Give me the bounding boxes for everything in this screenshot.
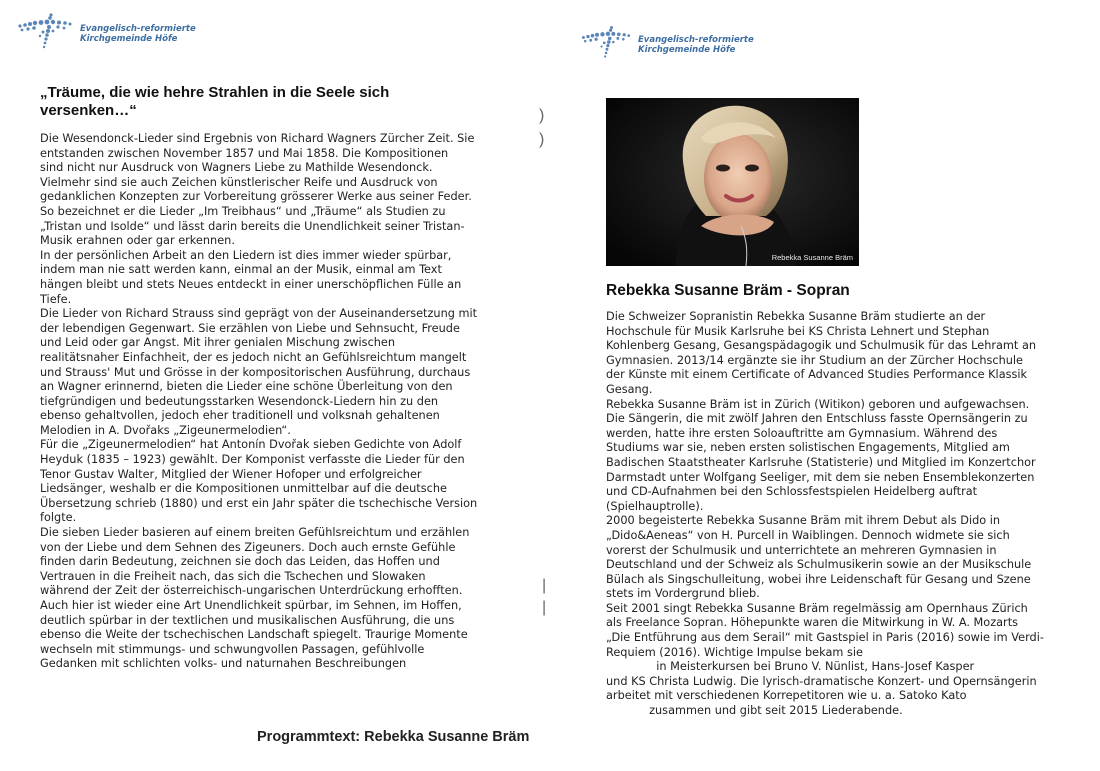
text-line: und CD-Aufnahmen bei den Schlossfestspielen Heidelberg auftrat xyxy=(606,485,978,499)
text-line: Kohlenberg Gesang, Gesangspädagogik und Schulmusik für das Lehramt an xyxy=(606,339,1037,353)
text-line: von der Liebe und dem Sehnen des Zigeuners. Doch auch ernste Gefühle xyxy=(40,540,456,554)
text-line: indem man nie satt werden kann, einmal an der Musik, einmal am Text xyxy=(40,263,442,277)
text-line: an Wagner erinnernd, bieten die Lieder eine schöne Überleitung von den xyxy=(40,380,453,394)
bio-text xyxy=(606,310,1044,719)
text-line: Die sieben Lieder basieren auf einem breiten Gefühlsreichtum und erzählen xyxy=(40,526,470,540)
photo-caption: Rebekka Susanne Bräm xyxy=(771,253,853,262)
text-line: So bezeichnet er die Lieder „Im Treibhaus“ und „Träume“ als Studien zu xyxy=(40,204,446,218)
text-line: finden darin Bedeutung, zeichnen sie doch das Leiden, das Hoffen und xyxy=(40,555,440,569)
text-line: Liedsänger, weshalb er die Kompositionen unmittelbar auf die deutsche xyxy=(40,482,447,496)
text-line: Gedanken mit schlichten volks- und naturnahen Beschreibungen xyxy=(40,657,407,671)
text-line: während der Zeit der österreichisch-ungarischen Unterdrückung erhofften. xyxy=(40,584,463,598)
text-line: Übersetzung schrieb (1880) und erst ein Jahr später die tschechische Version xyxy=(40,496,478,510)
text-line: Die Schweizer Sopranistin Rebekka Susanne Bräm studierte an der xyxy=(606,310,986,323)
text-line: wechseln mit stimmungs- und schwungvollen Passagen, gefühlvolle xyxy=(40,642,425,656)
title-line1: „Träume, die wie hehre Strahlen in die Seele sich xyxy=(40,84,390,101)
text-line: Gymnasien. 2013/14 ergänzte sie ihr Studium an der Zürcher Hochschule xyxy=(606,353,1024,367)
page-title xyxy=(40,84,389,120)
text-line: „Die Entführung aus dem Serail“ mit Gastspiel in Paris (2016) sowie im Verdi- xyxy=(606,631,1044,645)
text-line: ebenso die Weite der tschechischen Landschaft spiegelt. Traurige Momente xyxy=(40,628,468,642)
text-line: In der persönlichen Arbeit an den Liedern ist dies immer wieder spürbar, xyxy=(40,248,452,262)
text-line: in Meisterkursen bei Bruno V. Nünlist, Hans-Josef Kasper xyxy=(606,660,975,674)
text-line: Darmstadt unter Wolfgang Seeliger, mit dem sie neben Ensemblekonzerten xyxy=(606,470,1035,484)
text-line: Vertrauen in die Freiheit nach, das sich die Tschechen und Slowaken xyxy=(40,569,426,583)
title-line2: versenken…“ xyxy=(40,102,137,119)
dotted-cross-logo-icon xyxy=(578,24,636,60)
portrait-photo xyxy=(606,98,859,266)
text-line: Requiem (2016). Wichtige Impulse bekam sie xyxy=(606,645,863,659)
text-line: Rebekka Susanne Bräm ist in Zürich (Witikon) geboren und aufgewachsen. xyxy=(606,397,1030,411)
text-line: Bülach als Singschulleitung, wobei ihre Leidenschaft für Gesang und Szene xyxy=(606,572,1031,586)
church-logo xyxy=(14,12,196,50)
text-line: Für die „Zigeunermelodien“ hat Antonín Dvořak sieben Gedichte von Adolf xyxy=(40,438,462,452)
text-line: „Dido&Aeneas“ von H. Purcell in Waiblingen. Dennoch widmete sie sich xyxy=(606,528,1010,542)
text-line: Seit 2001 singt Rebekka Susanne Bräm regelmässig am Opernhaus Zürich xyxy=(606,601,1028,615)
text-line: gedanklichen Konzepten zur Vorbereitung grösserer Werke aus seiner Feder. xyxy=(40,190,472,204)
text-line: und Leid oder gar Angst. Mit ihrer genialen Mischung zwischen xyxy=(40,336,396,350)
text-line: zusammen und gibt seit 2015 Liederabende. xyxy=(606,704,903,718)
text-line: vorerst der Schulmusik und unterrichtete an mehreren Gymnasien in xyxy=(606,543,997,557)
text-line: Auch hier ist wieder eine Art Unendlichkeit spürbar, im Sehnen, im Hoffen, xyxy=(40,599,462,612)
portrait-photo-icon xyxy=(606,98,859,266)
text-line: Musik erahnen oder gar erkennen. xyxy=(40,234,235,248)
footer-credit: Programmtext: Rebekka Susanne Bräm xyxy=(257,729,530,745)
text-line: Badischen Staatstheater Karlsruhe (Statisterie) und Mitglied im Konzertchor xyxy=(606,455,1036,469)
fold-mark: | xyxy=(542,599,547,616)
program-text xyxy=(40,132,477,672)
text-line: Die Wesendonck-Lieder sind Ergebnis von Richard Wagners Zürcher Zeit. Sie xyxy=(40,132,475,145)
text-line: realitätsnaher Einfachheit, der es jedoch nicht an Gefühlsreichtum mangelt xyxy=(40,350,467,364)
fold-mark: | xyxy=(542,577,547,594)
text-line: Studiums war sie, neben ersten solistischen Engagements, Mitglied am xyxy=(606,441,1010,455)
text-line: hängen bleibt und stets Neues entdeckt in einer unerschöpflichen Fülle an xyxy=(40,277,462,291)
fold-mark: ) xyxy=(539,131,545,148)
text-line: Gesang. xyxy=(606,382,653,396)
text-line: tiefgründigen und bedeutungsstarken Wesendonck-Liedern hin zu den xyxy=(40,394,439,408)
text-line: Tiefe. xyxy=(40,292,72,306)
text-line: Die Sängerin, die mit zwölf Jahren den Entschluss fasste Opernsängerin zu xyxy=(606,412,1028,426)
text-line: und KS Christa Ludwig. Die lyrisch-dramatische Konzert- und Opernsängerin xyxy=(606,674,1037,688)
logo-line2: Kirchgemeinde Höfe xyxy=(80,34,178,44)
text-line: „Tristan und Isolde“ und lässt darin bereits die Unendlichkeit seiner Tristan- xyxy=(40,219,465,233)
text-line: deutlich spürbar in der textlichen und musikalischen Ausführung, die uns xyxy=(40,613,455,627)
text-line: folgte. xyxy=(40,511,77,525)
text-line: Vielmehr sind sie auch Zeichen künstlerischer Reife und Ausdruck von xyxy=(40,175,438,189)
text-line: der Künste mit einem Certificate of Advanced Studies Performance Klassik xyxy=(606,368,1028,382)
text-line: stets im Vordergrund blieb. xyxy=(606,587,760,601)
logo-line2: Kirchgemeinde Höfe xyxy=(638,45,736,55)
text-line: als Freelance Sopran. Höhepunkte waren die Mitwirkung in W. A. Mozarts xyxy=(606,616,1019,630)
text-line: arbeitet mit verschiedenen Korrepetitoren wie u. a. Satoko Kato xyxy=(606,689,967,703)
text-line: Heyduk (1835 – 1923) gewählt. Der Komponist verfasste die Lieder für den xyxy=(40,453,465,467)
text-line: ebenso gehaltvollen, jedoch eher traditionell und volksnah gehaltenen xyxy=(40,409,440,423)
bio-heading: Rebekka Susanne Bräm - Sopran xyxy=(606,282,850,299)
text-line: werden, hatte ihre ersten Soloauftritte am Gymnasium. Während des xyxy=(606,426,998,440)
church-logo xyxy=(578,24,754,60)
text-line: entstanden zwischen November 1857 und Mai 1858. Die Kompositionen xyxy=(40,146,449,160)
text-line: Deutschland und der Schweiz als Schulmusikerin sowie an der Musikschule xyxy=(606,558,1032,572)
text-line: sind nicht nur Ausdruck von Wagners Liebe zu Mathilde Wesendonck. xyxy=(40,161,433,175)
text-line: Hochschule für Musik Karlsruhe bei KS Christa Lehnert und Stephan xyxy=(606,324,990,338)
text-line: (Spielhauptrolle). xyxy=(606,499,704,513)
text-line: 2000 begeisterte Rebekka Susanne Bräm mit ihrem Debut als Dido in xyxy=(606,514,1001,528)
text-line: Tenor Gustav Walter, Mitglied der Wiener Hofoper und erfolgreicher xyxy=(40,467,422,481)
dotted-cross-logo-icon xyxy=(14,12,78,50)
logo-line1: Evangelisch-reformierte xyxy=(638,35,754,45)
text-line: Melodien in A. Dvořaks „Zigeunermelodien“. xyxy=(40,423,291,437)
fold-mark: ) xyxy=(539,107,545,124)
logo-line1: Evangelisch-reformierte xyxy=(80,24,196,34)
text-line: und Strauss' Mut und Grösse in der kompositorischen Ausführung, durchaus xyxy=(40,365,471,379)
text-line: Die Lieder von Richard Strauss sind geprägt von der Auseinandersetzung mit xyxy=(40,307,478,321)
text-line: der lebendigen Gegenwart. Sie erzählen von Liebe und Sehnsucht, Freude xyxy=(40,321,460,335)
